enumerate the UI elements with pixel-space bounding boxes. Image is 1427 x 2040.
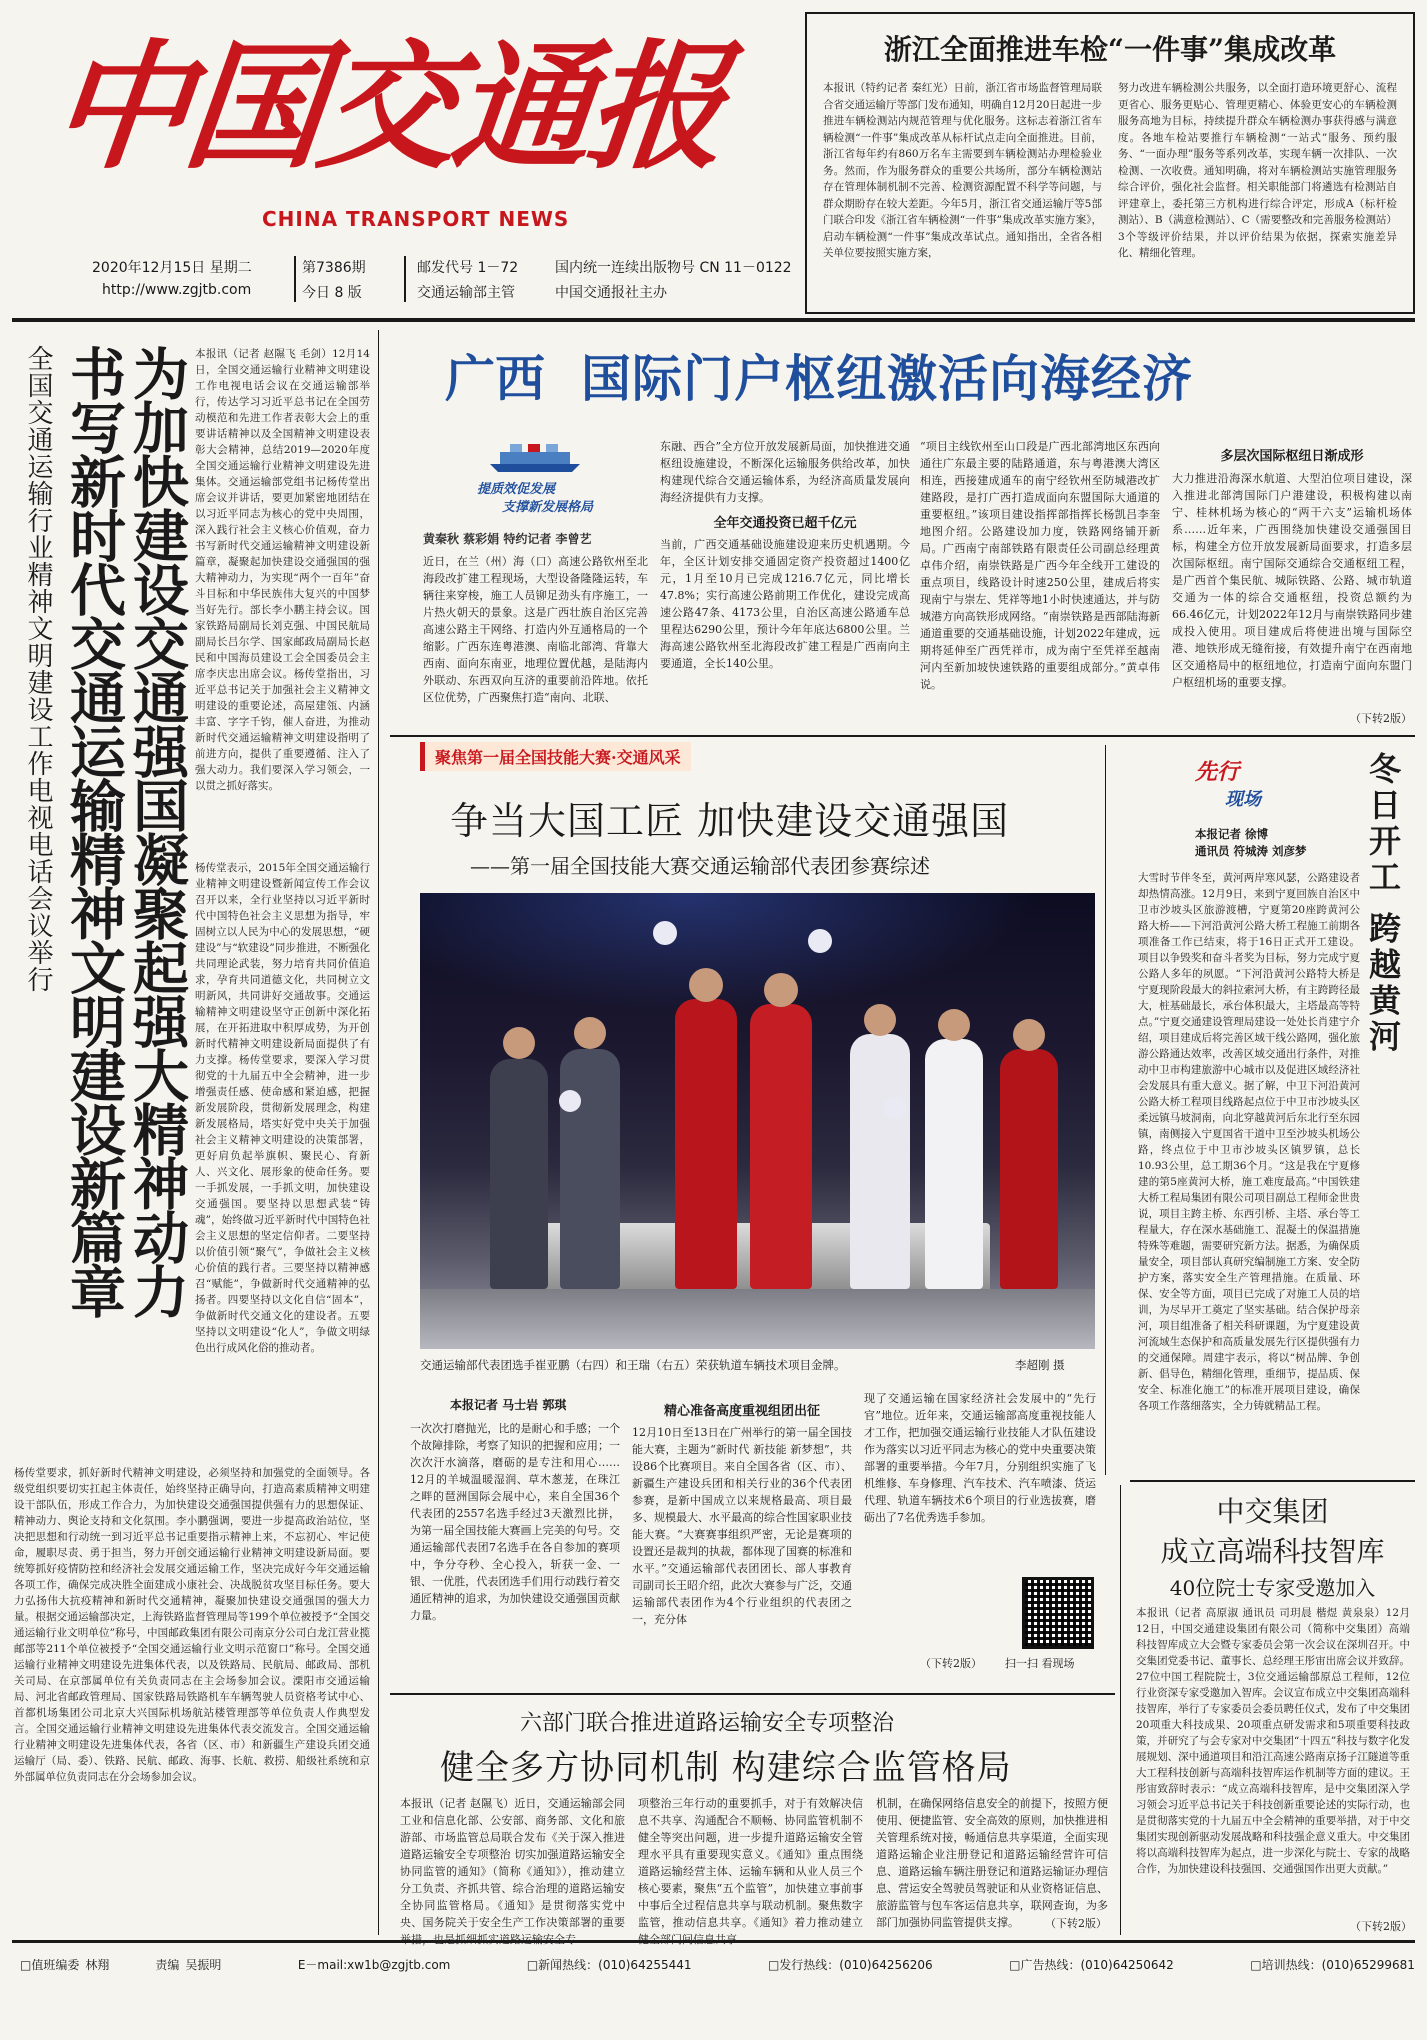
masthead-divider [294,256,296,302]
left-body-2: 杨传堂表示，2015年全国交通运输行业精神文明建设暨新闻宣传工作会议召开以来，全行业坚持以习近平新时代中国特色社会主义思想为指导，牢固树立以人民为中心的发展思想，“硬建设”与“软建设”同步推进，不断强化共同理论武装，努力培育共同价值追求，孕育共同道德文化，共同树立文明新风，共同讲好交通故事。交通运输精神文明建设坚守正创新中深化拓展，在开拓进取中积厚成势，为开创新时代精神文明建设新局面提供了有力支撑。杨传堂要求，要深入学习贯彻党的十九届五中全会精神，进一步增强责任感、使命感和紧迫感，把握新发展阶段，贯彻新发展理念，构建新发展格局，塔实好党中央关于加强社会主义精神文明建设的决策部署，更好肩负起举旗帜、聚民心、育新人、兴文化、展形象的使命任务。要一手抓发展，一手抓文明，加快建设交通强国。要坚持以思想武装“铸魂”，始终做习近平新时代中国特色社会主义思想的坚定信仰者。二要坚持以价值引领“聚气”，争做社会主义核心价值的践行者。三要坚持以精神感召“赋能”，争做新时代交通精神的弘扬者。四要坚持以文化自信“固本”，争做新时代交通文化的建设者。五要坚持以文明建设“化人”，争做文明绿色出行成风化俗的推动者。 [195,862,370,1354]
skills-col2: 12月10日至13日在广州举行的第一届全国技能大赛，主题为“新时代 新技能 新梦想”，共设86个比赛项目。来自全国各省（区、市）、新疆生产建设兵团和相关行业的36个代表团参赛，是新中国成立以来规格最高、项目最多、规模最大、水平最高的综合性国家职业技能大赛。“大赛赛事组织严密，无论是赛项的设置还是裁判的执裁，都体现了国赛的标准和水平。”交通运输部代表团团长、部人事教育司副司长王昭介绍，此次大赛参与广泛，交通运输部代表团作为4个行业组织的代表团之一，充分体 [632,1426,852,1626]
skills-col3: 现了交通运输在国家经济社会发展中的“先行官”地位。近年来，交通运输部高度重视技能人才工作，把加强交通运输行业技能人才队伍建设作为落实以习近平同志为核心的党中央重要决策部署的重要举措。今年7月，分别组织实施了飞机维修、车身修理、汽车技术、汽车喷漆、货运代理、轨道车辆技术6个项目的行业选拔赛，磨砺出了7名优秀选手参加。 [864,1392,1096,1524]
photo-credit: 李超刚 摄 [1015,1358,1065,1372]
left-divider [378,330,379,1935]
footer-email[interactable] [298,1956,451,1973]
hotline-training: □培训热线：(010)65299681 [1250,1957,1415,1972]
winter-byline2: 通讯员 符城涛 刘彦梦 [1195,844,1307,858]
left-body-3: 杨传堂要求，抓好新时代精神文明建设，必须坚持和加强党的全面领导。各级党组织要切实扛起主体责任，始终坚持正确导向，打造高素质精神文明建设干部队伍，形成工作合力，为加快建设交通强国提供强有力的思想保证、精神动力、舆论支持和文化氛围。李小鹏强调，要进一步提高政治站位，坚决把思想和行动统一到习近平总书记重要指示精神上来，不忘初心、牢记使命，履职尽责、勇于担当，努力开创交通运输行业精神文明建设新局面。要统筹抓好疫情防控和经济社会发展交通运输工作，坚决完成好今年交通运输各项工作，确保完成决胜全面建成小康社会、决战脱贫攻坚目标任务。要大力弘扬伟大抗疫精神和新时代交通精神，凝聚加快建设交通强国的强大力量。根据交通运输部决定，上海铁路监督管理局等199个单位被授予“全国交通运输行业文明单位”称号，中国邮政集团有限公司南京分公司白龙江营业揽邮部等211个单位被授予“全国交通运输行业文明示范窗口”称号。全国交通运输行业精神文明建设先进集体代表，以及铁路局、民航局、邮政局、部机关司局、在京部属单位有关负责同志在主会场参加会议。溧阳市交通运输局、河北省邮政管理局、国家铁路局铁路机车车辆驾驶人员资格考试中心、首都机场集团公司北京大兴国际机场航站楼管理部等单位负责人作典型发言。全国交通运输行业精神文明建设先进集体代表交流发言。全国交通运输行业精神文明建设先进集体代表，各省（区、市）和新疆生产建设兵团交通运输厅（局、委）、铁路、民航、邮政、海事、长航、救捞、船级社系统和京外部属单位负责同志在分会场参加会议。 [14,1467,370,1783]
footer-hotline-3 [1009,1956,1174,1973]
masthead-postal: 邮发代号 1－72 [417,260,519,276]
masthead-divider [404,256,406,302]
top-rule [12,318,1415,322]
winter-byline1: 本报记者 徐博 [1195,827,1269,841]
top-right-box [805,12,1415,314]
guangxi-col4-head: 多层次国际枢纽日渐成形 [1220,449,1364,464]
duty-editor: 林翔 [85,1957,110,1972]
top-right-headline: 浙江全面推进车检“一件事”集成改革 [883,33,1337,66]
footer [20,1952,1415,1976]
editor: 吴振明 [185,1957,222,1972]
guangxi-badge-line1: 提质效促发展 [477,482,556,497]
top-right-col2: 努力改进车辆检测公共服务，以全面打造环境更舒心、流程更省心、服务更贴心、管理更精心、体验更安心的车辆检测服务高地为目标，持续提升群众车辆检测办事获得感与满意度。各地车检站要推行车辆检测“一站式”服务、预约服务、“一面办理”服务等系列改革，实现车辆一次排队、一次检测、一次收费。通知明确，将对车辆检测站实施管理服务综合评价，强化社会监督。相关职能部门将遴选有检测站自评建章上，委托第三方机构进行综合评定，形成A（标杆检测站）、B（满意检测站）、C（需要整改和完善服务检测站）3个等级评价结果，并以评价结果为依据，探索实施差异化、精细化管理。 [1118,82,1397,259]
footer-rule [12,1940,1415,1943]
skills-byline: 本报记者 马士岩 郭琪 [450,1398,567,1412]
guangxi-col3: “项目主线钦州至山口段是广西北部湾地区东西向通往广东最主要的陆路通道，东与粤港澳大湾区相连，西接建成通车的南宁经钦州至防城港改扩建路段，是打广西打造成面向东盟国际大通道的重要枢纽。”该项目建设指挥部指挥长杨凯吕李奎地图介绍。公路建设加力度，铁路网络铺开新局。广西南宁南部铁路有限责任公司副总经理黄卓伟介绍，南崇铁路是广西今年全线开工建设的重点项目，线路设计时速250公里，建成后将实现南宁与崇左、凭祥等地1小时快速通达，并与防城港方向高铁形成网络。“南崇铁路是西部陆海新通道重要的交通基础设施，计划2022年建成，远期将延伸至广西凭祥市，成为南宁至凭祥至越南河内至新加坡快速铁路的重要组成部分。”黄卓伟说。 [920,440,1160,691]
guangxi-headline-main: 国际门户枢纽激活向海经济 [581,349,1193,408]
email-text[interactable]: E－mail:xw1b@zgjtb.com [297,1957,451,1972]
editor-label: 责编 [155,1957,180,1972]
safety-continued: （下转2版） [1045,1917,1107,1930]
footer-hotline-2 [768,1956,933,1973]
zhongjiao-headline2: 成立高端科技智库 [1160,1535,1385,1568]
qr-code[interactable] [1022,1577,1094,1649]
skills-col2-head: 精心准备高度重视组团出征 [663,1404,820,1419]
guangxi-col2: 东融、西合”全方位开放发展新局面，加快推进交通枢纽设施建设，不断深化运输服务供给改革，加快构建现代综合交通运输体系，为经济高质量发展向海经济提供有力支撑。 [660,440,910,504]
duty-editor-label: □值班编委 [20,1957,80,1972]
skills-continued: （下转2版） [920,1657,982,1670]
masthead-pages: 今日 8 版 [302,285,362,301]
left-body-1: 本报讯（记者 赵隰飞 毛剑）12月14日，全国交通运输行业精神文明建设工作电视电话会议在交通运输部举行，传达学习习近平总书记在全国劳动模范和先进工作者表彰大会上的重要讲话精神以及全国精神文明建设表彰大会精神，总结2019—2020年度全国交通运输行业精神文明建设先进集体。交通运输部党组书记杨传堂出席会议并讲话，要更加紧密地团结在以习近平同志为核心的党中央周围，深入践行社会主义核心价值观，奋力书写新时代交通运输精神文明建设新篇章，凝聚起加快建设交通强国的强大精神动力，为实现“两个一百年”奋斗目标和中华民族伟大复兴的中国梦当好先行。部长李小鹏主持会议。国家铁路局副局长刘克强、中国民航局副局长吕尔学、国家邮政局副局长赵民和中国海员建设工会全国委员会主席李庆忠出席会议。杨传堂指出，习近平总书记关于加强社会主义精神文明建设的重要论述，高屋建瓴、内涵丰富、字字千钧，催人奋进，为推动新时代交通运输精神文明建设指明了前进方向，提供了重要遵循、注入了强大动力。我们要深入学习领会，一以贯之抓好落实。 [195,348,370,792]
left-title-col2: 书写新时代交通运输精神文明建设新篇章 [61,345,127,1317]
safety-subheadline: 六部门联合推进道路运输安全专项整治 [520,1711,895,1736]
safety-headline: 健全多方协同机制 构建综合监管格局 [440,1748,1012,1788]
left-subtitle: 全国交通运输行业精神文明建设工作电视电话会议举行 [23,345,53,993]
hotline-ads: □广告热线：(010)64250642 [1009,1957,1174,1972]
scan-text: 扫一扫 看现场 [1005,1657,1075,1670]
skills-tag-text: 聚焦第一届全国技能大赛·交通风采 [435,748,681,767]
guangxi-col2-head: 全年交通投资已超千亿元 [713,516,857,531]
footer-hotline-1 [527,1956,692,1973]
mid-right-divider [1105,745,1106,1475]
winter-tag [1195,755,1285,815]
guangxi-byline: 黄秦秋 蔡彩娟 特约记者 李曾艺 [423,532,592,546]
masthead-english: CHINA TRANSPORT NEWS [262,207,570,231]
guangxi-rule [390,735,1415,737]
zhongjiao-headline1: 中交集团 [1216,1495,1329,1528]
skills-col1: 一次次打磨抛光，比的是耐心和手感；一个个故障排除，考察了知识的把握和应用；一次次汗水滴落，磨砺的是专注和用心……12月的羊城温暖湿润、草木葱茏，在珠江之畔的琶洲国际会展中心，来自全国36个代表团的2557名选手经过3天激烈比拼，为第一届全国技能大赛画上完美的句号。交通运输部代表团7名选手在各自参加的赛项中，争分夺秒、全心投入，斩获一金、一银、一优胜，代表团选手们用行动践行着交通匠精神的追求，为加快建设交通强国贡献力量。 [410,1422,620,1622]
masthead-sponsor: 交通运输部主管 [417,285,515,301]
guangxi-headline [445,340,1193,410]
guangxi-badge [472,430,612,525]
guangxi-badge-line2: 支撑新发展格局 [502,500,594,515]
winter-tag1: 先行 [1195,759,1240,785]
ship-icon [480,438,600,478]
award-photo [420,893,1095,1349]
masthead-title: 中国交通报 [43,25,731,188]
top-right-col1: 本报讯（特约记者 秦红光）日前，浙江省市场监督管理局联合省交通运输厅等部门发布通知，明确自12月20日起进一步推进车辆检测站内规范管理与优化服务。这标志着浙江省车辆检测“一件事”集成改革从标杆试点走向全面推进。目前，浙江省每年约有860万名车主需要到车辆检测站办理检验业务。然而，作为服务群众的重要公共场所，部分车辆检测站存在管理体制机制不完善、检测资源配置不科学等问题，与群众期盼存在较大差距。今年5月，浙江省交通运输厅等5部门联合印发《浙江省车辆检测“一件事”集成改革实施方案》，启动车辆检测“一件事”集成改革试点。通知指出，全省各相关单位要按照实施方案， [823,82,1102,259]
guangxi-col1: 近日，在兰（州）海（口）高速公路钦州至北海段改扩建工程现场，大型设备隆隆运转，车辆往来穿梭，施工人员铆足劲头有序施工，一片热火朝天的景象。这是广西壮族自治区完善高速公路主干网络、打造内外互通格局的一个缩影。广西东连粤港澳、南临北部湾、背靠大西南、面向东南亚，地理位置优越，是陆海内外联动、东西双向互济的重要前沿阵地。依托区位优势，广西聚焦打造“南向、北联、 [423,555,648,704]
guangxi-continued: （下转2版） [1350,712,1412,725]
masthead-date: 2020年12月15日 星期二 [92,260,252,276]
skills-tag [420,742,691,771]
masthead-cn: 国内统一连续出版物号 CN 11－0122 [555,260,792,276]
left-title-col1: 为加快建设交通强国凝聚起强大精神动力 [124,345,190,1317]
zhongjiao-rule [1130,1480,1415,1482]
safety-right-divider [1120,1485,1121,1935]
safety-col1: 本报讯（记者 赵隰飞）近日，交通运输部会同工业和信息化部、公安部、商务部、文化和旅游部、市场监管总局联合发布《关于深入推进道路运输安全专项整治 切实加强道路运输安全协同监管的通知》（简称《通知》），推动建立分工负责、齐抓共管、综合治理的道路运输安全协同监管格局。《通知》是贯彻落实党中央、国务院关于安全生产工作决策部署的重要 [400,1797,625,1929]
zhongjiao-body: 本报讯（记者 高原淑 通讯员 司玥晨 楷煜 黄泉泉）12月12日，中国交通建设集团有限公司（简称中交集团）高端科技智库成立大会暨专家委员会第一次会议在深圳召开。中交集团党委书记、董事长、总经理王彤宙出席会议并致辞。27位中国工程院院士，3位交通运输部原总工程师，12位行业资深专家受邀加入智库。会议宣布成立中交集团高端科技智库，举行了专家委员会委员聘任仪式，发布了中交集团20项重大科技成果、20项重点研发需求和5项重要科技政策，并研究了与会专家对中交集团“十四五”科技与数字化发展规划、深中通道项目和沿江高速公路南京扬子江隧道等重大工程科技创新与高端科技智库运作机制等方面的建议。王彤宙致辞时表示：“成立高端科技智库，是中交集团深入学习领会习近平总书记关于科技创新重要论述的实际行动，也是贯彻落实党的十九届五中全会精神的重要举措，对于中交集团实现创新驱动发展战略和科技强企意义重大。中交集团将以高端科技智库为起点，进一步深化与院士、专家的战略合作，为加快建设科技强国、交通强国作出更大贡献。” [1136,1607,1410,1875]
photo-caption: 交通运输部代表团选手崔亚鹏（右四）和王瑞（右五）荣获轨道车辆技术项目金牌。 [420,1358,846,1372]
winter-body: 大雪时节伴冬至，黄河两岸寒风瑟，公路建设者却热情高涨。12月9日，来到宁夏回族自治区中卫市沙坡头区旅游渡槽，宁夏第20座跨黄河公路大桥——下河沿黄河公路大桥工程施工前期各项准备工作已结束，将于16日正式开工建设。项目以争毁奖和奋斗者奖为目标，努力完成宁夏公路人多年的夙愿。“下河沿黄河公路特大桥是宁夏现阶段最大的斜拉索河大桥，有主跨跨径最大，桩基础最长，承台体积最大，主塔最高等特点。”宁夏交通建设管理局建设一处处长肖建宁介绍，项目建成后将完善区域干线公路网，强化旅游公路通达效率，改善区域交通出行条件，对推动中卫市构建旅游中心城市以及促进区域经济社会发展具有重大意义。据了解，中卫下河沿黄河公路大桥工程项目线路起点位于中卫市沙坡头区柔远镇马坡洞南，向北穿越黄河后东北行至东园镇，南侧接入宁夏国省干道中卫至沙坡头机场公路，终点位于中卫市沙坡头区镇罗镇，总长10.93公里，总工期36个月。“这是我在宁夏修建的第5座黄河大桥，施工难度最高。”中国铁建大桥工程局集团有限公司项目副总工程师金世贵说，项目主跨主桥、东西引桥、主塔、承台等工程量大，存在深水基础施工、混凝土的保温措施特殊等难题，需要研究新方法。据悉，为确保质量安全，项目部认真研究编制施工方案、安全防护方案，落实安全生产管理措施。在质量、环保、安全等方面，项目已完成了对施工人员的培训，为尽早开工奠定了坚实基础。结合保护母亲河，项目组准备了相关科研课题，为宁夏建设黄河流域生态保护和高质量发展先行区提供强有力的交通保障。周建宇表示，将以“树品牌、争创新、倡导色，精细化管理，重细节，提品质、保安全、标准化施工”的标准开展项目建设，确保各项工作落细落实，全力铸就精品工程。 [1138,872,1360,1412]
zhongjiao-continued: （下转2版） [1350,1920,1412,1933]
skills-headline: 争当大国工匠 加快建设交通强国 [450,799,1010,843]
masthead [12,12,797,312]
zhongjiao-sub: 40位院士专家受邀加入 [1169,1576,1376,1600]
heads-row [420,893,1095,1349]
safety-col3: 机制，在确保网络信息安全的前提下，按照方便使用、便捷监管、安全高效的原则，加快推进相关管理系统对接，畅通信息共享渠道，全面实现道路运输企业注册登记和道路运输经营许可信息、道路运输车辆注册登记和道路运输证办理信息、营运安全驾驶员驾驶证和从业资格证信息、旅游监管与包车客运信息共享，联网查询，为多部门加强协同监管提供支撑。 [876,1797,1108,1929]
hotline-news: □新闻热线：(010)64255441 [526,1957,692,1972]
guangxi-headline-prefix: 广西 [445,349,545,408]
winter-tag2: 现场 [1225,789,1261,810]
footer-editors [20,1956,221,1973]
safety-rule [390,1693,1115,1695]
masthead-publisher: 中国交通报社主办 [555,285,667,301]
hotline-distribution: □发行热线：(010)64256206 [767,1957,933,1972]
masthead-url[interactable]: http://www.zgjtb.com [102,282,252,298]
winter-vtitle: 冬日开工 跨越黄河 [1364,752,1402,1056]
safety-col2: 项整治三年行动的重要抓手，对于有效解决信息不共享、沟通配合不顺畅、协同监管机制不健全等突出问题，进一步提升道路运输安全管理水平具有重要现实意义。《通知》重点围绕道路运输经营主体、运输车辆和从业人员三个核心要素，聚焦“五个监管”，加快建立事前事中事后全过程信息共享与联动机制。聚焦数字监管，推动信息共享。《通知》着力推动建立 [638,1797,863,1929]
guangxi-col4: 大力推进沿海深水航道、大型泊位项目建设，深入推进北部湾国际门户港建设，积极构建以南宁、桂林机场为核心的“两干六支”运输机场体系……近年来，广西围绕加快建设交通强国目标，构建全方位开放发展新局面要求，打造多层次国际枢纽。南宁国际交通综合交通枢纽工程，是广西首个集民航、城际铁路、公路、城市轨道交通为一体的综合交通枢纽，投资总额约为66.46亿元，计划2022年12月与南崇铁路同步建成投入使用。项目建成后将使进出境与国际空港、地铁形成无缝衔接，有效提升南宁在西南地区交通格局中的枢纽地位，打造南宁面向东盟门户枢纽机场的重要支撑。 [1172,472,1412,689]
guangxi-col2b: 当前，广西交通基础设施建设迎来历史机遇期。今年，全区计划安排交通固定资产投资超过1400亿元，1月至10月已完成1216.7亿元，同比增长47.8%；实行高速公路前期工作优化，建设完成高速公路47条、4173公里，自治区高速公路通车总里程达6290公里，预计今年年底达6800公里。兰海高速公路钦州至北海段改扩建工程是广西南向主要通道，全长140公里。 [660,538,910,670]
skills-subheadline: ——第一届全国技能大赛交通运输部代表团参赛综述 [470,854,930,878]
masthead-issue: 第7386期 [302,260,366,276]
footer-hotline-4 [1250,1956,1415,1973]
